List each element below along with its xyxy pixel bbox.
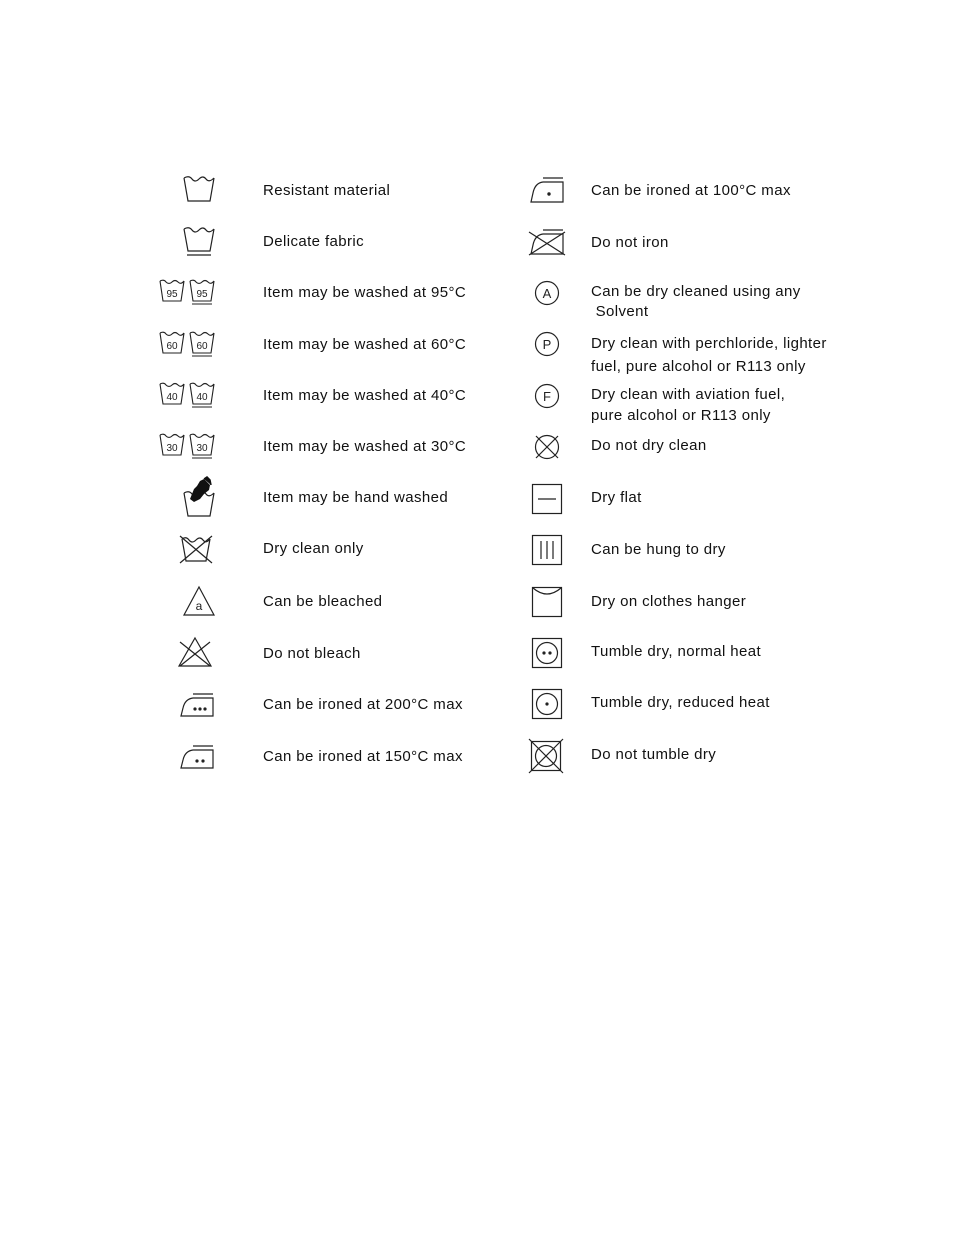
svg-text:A: A (542, 286, 552, 301)
care-label-text: Item may be washed at 95°C (263, 284, 467, 301)
care-label-text: Do not iron (591, 234, 669, 251)
iron-two-dots-icon (179, 744, 215, 770)
wash-40-icon (158, 381, 216, 409)
care-label-text: Dry clean only (263, 540, 364, 557)
care-label-text: Item may be washed at 40°C (263, 387, 467, 404)
svg-text:95: 95 (166, 289, 178, 300)
svg-text:40: 40 (196, 392, 208, 403)
care-label-text: Do not tumble dry (591, 746, 717, 763)
hand-wash-icon (182, 477, 216, 519)
care-label-text: Dry clean with aviation fuel, pure alcohol or R113 only (591, 386, 786, 424)
iron-one-dot-icon (529, 176, 565, 204)
tumble-dry-normal-icon (531, 637, 563, 669)
line-dry-icon (531, 534, 563, 566)
iron-three-dots-icon (179, 692, 215, 718)
care-label-text: Can be ironed at 200°C max (263, 696, 463, 713)
wash-95-icon (158, 278, 216, 306)
care-label-text: Dry flat (591, 489, 642, 506)
care-label-text: Dry clean with perchloride, lighter fuel, pure alcohol or R113 only (591, 335, 827, 375)
do-not-bleach-icon (176, 636, 214, 668)
svg-text:60: 60 (196, 341, 208, 352)
do-not-dry-clean-icon (533, 433, 561, 461)
care-label-text: Do not dry clean (591, 437, 707, 454)
care-label-text: Item may be washed at 30°C (263, 438, 467, 455)
svg-text:95: 95 (196, 289, 208, 300)
wash-60-icon (158, 330, 216, 358)
wash-tub-delicate-icon (182, 225, 216, 257)
dry-clean-f-icon (534, 383, 560, 409)
wash-30-icon (158, 432, 216, 460)
dry-flat-icon (531, 483, 563, 515)
dry-clean-p-icon (534, 331, 560, 357)
tumble-dry-low-icon (531, 688, 563, 720)
svg-text:P: P (542, 337, 552, 352)
do-not-wash-icon (178, 533, 214, 565)
svg-text:30: 30 (196, 443, 208, 454)
care-label-text: Item may be hand washed (263, 489, 449, 506)
hanger-dry-icon (531, 586, 563, 618)
do-not-tumble-dry-icon (528, 739, 564, 773)
care-label-text: Tumble dry, normal heat (591, 643, 762, 660)
care-label-text: Item may be washed at 60°C (263, 336, 467, 353)
care-label-text: Can be hung to dry (591, 541, 726, 558)
care-label-text: Tumble dry, reduced heat (591, 694, 770, 711)
care-label-text: Do not bleach (263, 645, 361, 662)
care-label-text: Delicate fabric (263, 233, 365, 250)
svg-text:40: 40 (166, 392, 178, 403)
do-not-iron-icon (527, 228, 567, 256)
care-label-text: Can be dry cleaned using any Solvent (591, 283, 801, 320)
svg-text:F: F (543, 389, 551, 404)
wash-tub-resistant-icon (182, 174, 216, 204)
care-label-text: Can be ironed at 150°C max (263, 748, 463, 765)
care-label-text: Dry on clothes hanger (591, 593, 747, 610)
care-label-text: Can be ironed at 100°C max (591, 182, 791, 199)
care-label-text: Resistant material (263, 182, 391, 199)
svg-text:a: a (195, 599, 203, 613)
care-label-text: Can be bleached (263, 593, 383, 610)
dry-clean-a-icon (534, 280, 560, 306)
svg-text:30: 30 (166, 443, 178, 454)
svg-text:60: 60 (166, 341, 178, 352)
bleach-icon (182, 585, 216, 617)
